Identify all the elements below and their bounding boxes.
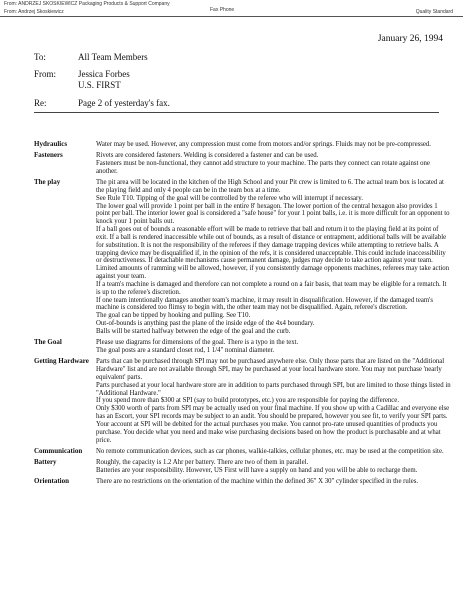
section-paragraph: Balls will be started halfway between the edge of the goal and the curb. (96, 328, 291, 335)
section-paragraph: See Rule T10. Tipping of the goal will be controlled by the referee who will interrupt if necessary. (96, 194, 363, 202)
memo-divider (34, 112, 439, 113)
section-label: Getting Hardware (34, 357, 89, 366)
memo-from-org: U.S. FIRST (78, 80, 121, 91)
memo-to-row (34, 52, 434, 63)
section-paragraph: Parts that can be purchased through SPI may not be purchased anywhere else. Only those parts that are listed on the "Additional Hardware" list and are not available through SPI, may be purchased at your local hardware store. You may not purchase 'nearly equivalent' parts. (96, 358, 445, 381)
section-label: Orientation (34, 476, 69, 485)
section-text (96, 448, 452, 456)
section-text (96, 141, 452, 149)
section-fasteners (34, 152, 452, 176)
memo-from-label-blank (34, 80, 78, 91)
memo-re-value: Page 2 of yesterday's fax. (78, 97, 170, 108)
section-label: Communication (34, 446, 83, 455)
section-battery (34, 459, 452, 475)
memo-re-label: Re: (34, 97, 47, 108)
fax-header-from: From: Andrzej Skoskiewicz (4, 9, 64, 15)
section-text (96, 339, 452, 355)
section-paragraph: If one team intentionally damages another team's machine, it may result in disqualification. However, if the damaged team's machine is considered too flimsy to begin with, the other team may not be disqualified. Again, referee's discretion. (96, 296, 434, 312)
memo-from-label: From: (34, 69, 57, 80)
section-label: The Goal (34, 338, 62, 347)
memo-from-value: Jessica Forbes (78, 69, 130, 80)
section-orientation (34, 478, 452, 486)
section-text (96, 358, 452, 444)
section-label: Battery (34, 457, 57, 466)
section-paragraph: Please use diagrams for dimensions of the goal. There is a typo in the text. (96, 339, 299, 347)
section-paragraph: Out-of-bounds is anything past the plane of the inside edge of the 4x4 boundary. (96, 320, 315, 328)
section-paragraph: Only $300 worth of parts from SPI may be actually used on your final machine. If you show up with a Cadillac and everyone else has an Escort, your SPI records may be subject to an audit. You should be prepared, however you see fit, to verify your SPI parts. (96, 405, 450, 421)
section-paragraph: No remote communication devices, such as car phones, walkie-talkies, cellular phones, etc. may be used at the competition site. (96, 447, 444, 455)
section-paragraph: The pit area will be located in the kitchen of the High School and your Pit crew is limited to 6. The actual team box is located at the playing field and only 4 people can be in the team box at a time. (96, 178, 444, 194)
memo-date: January 26, 1994 (377, 34, 443, 44)
section-paragraph: If a ball goes out of bounds a reasonable effort will be made to retrieve that ball and return it to the playing field at its point of exit. If a ball is rendered inaccessible while out of bounds, as a result of distance or entrapment, additional balls will be available for substitution. It is not the responsibility of the referees if they damage trapping devices while attempting to retrieve balls. A trapping device may be disqualified if, in the opinion of the refs, it is considered unacceptable. This could include inaccessibility or destructiveness. If detachable mechanisms cause permanent damage, judges may decide to take action against your team. (96, 226, 447, 265)
memo-from-row (34, 69, 434, 80)
section-text (96, 152, 452, 176)
section-label: Hydraulics (34, 140, 68, 148)
fax-transmission-header (0, 0, 463, 18)
fax-header-right: Quality Standard (415, 9, 453, 15)
section-paragraph: Fasteners must be non-functional, they cannot add structure to your machine. The parts they connect can rotate against one another. (96, 159, 430, 175)
section-paragraph: The goal posts are a standard closet rod, 1 1/4" nominal diameter. (96, 346, 275, 354)
section-paragraph: Roughly, the capacity is 1.2 Ahr per battery. There are two of them in parallel. (96, 458, 309, 466)
section-label: The play (34, 177, 61, 186)
section-text (96, 179, 452, 336)
section-paragraph: There are no restrictions on the orientation of the machine within the defined 36" X 30" cylinder specified in the rules. (96, 477, 419, 485)
section-paragraph: If a team's machine is damaged and therefore can not complete a round on a fair basis, that team may be eligible for a rematch. It is up to the referee's discretion. (96, 280, 447, 296)
fax-header-top-line: From: ANDRZEJ SKOSKIEWICZ Packaging Products & Support Company (4, 1, 170, 7)
fax-header-phone: Fax Phone (210, 7, 235, 13)
section-paragraph: Rivets are considered fasteners. Welding is considered a fastener and can be used. (96, 152, 319, 160)
section-paragraph: Water may be used. However, any compression must come from motors and/or springs. Fluids may not be pre-compressed. (96, 141, 431, 148)
section-communication (34, 448, 452, 456)
section-label: Fasteners (34, 151, 63, 160)
section-paragraph: Batteries are your responsibility. However, US First will have a supply on hand and you will be able to recharge them. (96, 466, 418, 474)
section-paragraph: Limited amounts of ramming will be allowed, however, if you consistently damage opponents machines, referees may take action against your team. (96, 265, 450, 281)
section-the-goal (34, 339, 452, 355)
section-paragraph: The lower goal will provide 1 point per ball in the entire 8' hexagon. The lower portion of the central hexagon also provides 1 point per ball. The interior lower goal is considered a "safe house" for your 1 point balls, i.e. it is more difficult for an opponent to knock your 1 point balls out. (96, 202, 450, 226)
fax-header-divider (0, 16, 463, 17)
section-paragraph: The goal can be tipped by hooking and pulling. See T10. (96, 312, 251, 320)
memo-re-row (34, 98, 434, 109)
memo-to-label: To: (34, 52, 46, 62)
section-getting-hardware (34, 358, 452, 444)
memo-body (34, 141, 452, 486)
section-hydraulics (34, 141, 452, 149)
section-paragraph: Your account at SPI will be debited for the actual purchases you make. You cannot pro-rate unused quantities of products you purchase. You decide what you need and make wise purchasing decisions based on how the product is purchasable and at what price. (96, 420, 441, 444)
memo-header (34, 52, 434, 113)
section-paragraph: Parts purchased at your local hardware store are in addition to parts purchased through SPI, but are limited to those things listed in "Additional Hardware." (96, 381, 451, 397)
memo-to-value: All Team Members (78, 52, 148, 62)
section-text (96, 459, 452, 475)
section-paragraph: If you spend more than $300 at SPI (say to build prototypes, etc.) you are responsible for paying the difference. (96, 397, 400, 405)
memo-from-row-2 (34, 80, 434, 91)
section-the-play (34, 179, 452, 336)
section-text (96, 478, 452, 486)
